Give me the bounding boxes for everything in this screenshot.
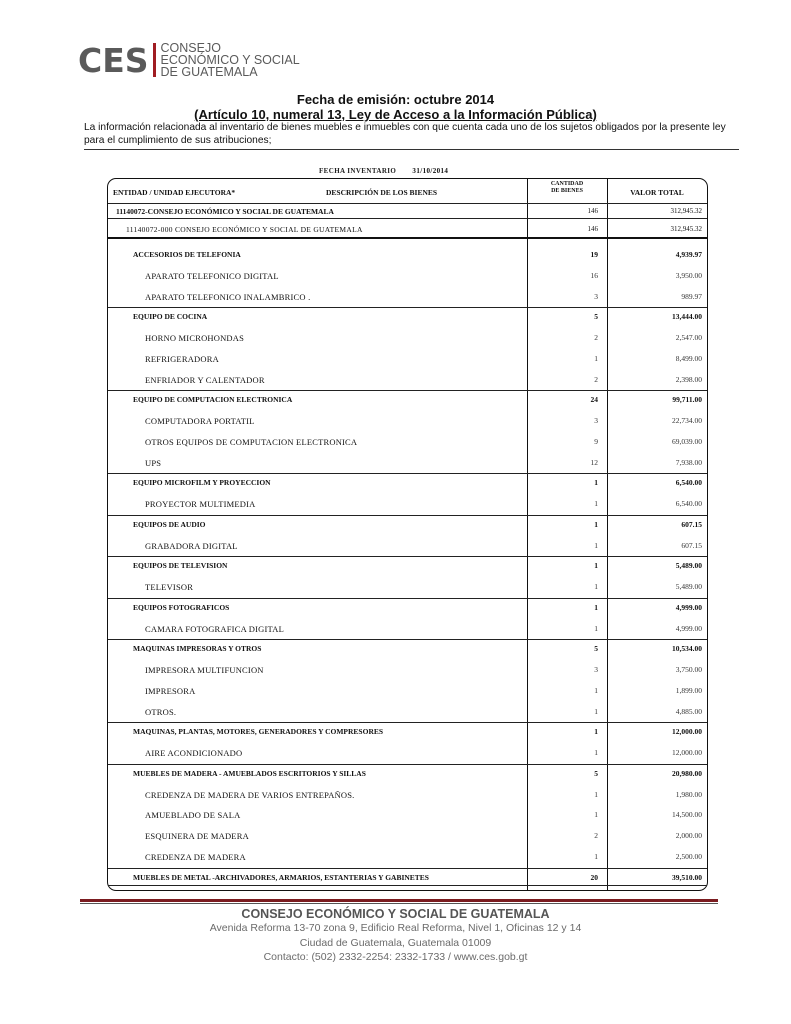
item-valor: 5,489.00 (675, 582, 702, 591)
category-cant: 1 (594, 727, 598, 737)
inventory-date-label: FECHA INVENTARIO (319, 167, 397, 175)
item-row (108, 748, 707, 762)
category-valor: 99,711.00 (672, 395, 702, 405)
item-cant: 1 (594, 499, 598, 508)
logo-line-1: CONSEJO (160, 41, 221, 55)
column-divider-cantidad (527, 178, 528, 891)
inventory-date-value: 31/10/2014 (412, 167, 449, 175)
item-valor: 14,500.00 (672, 810, 702, 820)
item-row (108, 624, 707, 638)
footer-contact: Contacto: (502) 2332-2254: 2332-1733 / www.ces.gob.gt (263, 951, 528, 963)
logo-mark: CES (78, 40, 149, 80)
category-row (108, 603, 707, 617)
entity-rule (108, 218, 707, 219)
item-cant: 1 (594, 353, 598, 363)
logo-line-2: ECONÓMICO Y SOCIAL (160, 53, 300, 67)
unit-cantidad: 146 (587, 225, 598, 233)
item-cant: 9 (594, 436, 598, 446)
item-desc: OTROS. (145, 706, 177, 717)
item-valor: 22,734.00 (672, 416, 702, 425)
item-desc: IMPRESORA MULTIFUNCION (145, 665, 264, 675)
category-desc: MUEBLES DE MADERA - AMUEBLADOS ESCRITORIOS Y SILLAS (133, 768, 366, 778)
column-header-cantidad-line-1: CANTIDAD (550, 181, 584, 187)
item-valor: 989.97 (681, 291, 702, 301)
category-valor: 12,000.00 (672, 727, 702, 737)
column-header-entidad: ENTIDAD / UNIDAD EJECUTORA* (113, 188, 236, 197)
footer-address: Avenida Reforma 13-70 zona 9, Edificio Real Reforma, Nivel 1, Oficinas 12 y 14 (209, 922, 582, 934)
item-cant: 2 (594, 831, 598, 840)
item-desc: PROYECTOR MULTIMEDIA (145, 499, 256, 509)
item-valor: 4,999.00 (675, 623, 702, 633)
item-row (108, 665, 707, 679)
item-valor: 3,750.00 (675, 665, 702, 674)
category-valor: 4,939.97 (675, 250, 702, 259)
category-cant: 1 (594, 519, 598, 529)
unit-rule (108, 237, 707, 239)
category-cant: 5 (594, 768, 598, 778)
category-row (108, 769, 707, 783)
item-cant: 1 (594, 748, 598, 757)
category-valor: 607.15 (681, 519, 702, 529)
unit-valor: 312,945.32 (670, 225, 702, 233)
item-valor: 7,938.00 (675, 457, 702, 467)
item-cant: 1 (594, 706, 598, 716)
category-rule (108, 764, 707, 765)
item-row (108, 292, 707, 306)
item-row (108, 810, 707, 824)
item-row (108, 333, 707, 347)
item-desc: APARATO TELEFONICO INALAMBRICO . (145, 291, 311, 302)
item-desc: UPS (145, 457, 162, 468)
item-row (108, 852, 707, 866)
item-valor: 69,039.00 (672, 436, 702, 446)
item-cant: 1 (594, 810, 598, 820)
category-row (108, 312, 707, 326)
entity-valor: 312,945.32 (670, 207, 702, 215)
item-desc: IMPRESORA (145, 685, 196, 696)
item-valor: 1,899.00 (675, 685, 702, 695)
category-row (108, 561, 707, 575)
category-valor: 39,510.00 (672, 872, 702, 882)
item-desc: ESQUINERA DE MADERA (145, 831, 249, 841)
column-header-cantidad-line-2: DE BIENES (551, 188, 583, 194)
category-desc: EQUIPO DE COCINA (133, 312, 208, 322)
item-desc: OTROS EQUIPOS DE COMPUTACION ELECTRONICA (145, 436, 358, 447)
inventory-date (319, 167, 448, 175)
category-row (108, 395, 707, 409)
footer-title: CONSEJO ECONÓMICO Y SOCIAL DE GUATEMALA (241, 907, 550, 921)
category-desc: EQUIPOS FOTOGRAFICOS (133, 602, 230, 612)
table-bottom-rule (108, 885, 707, 886)
category-cant: 1 (594, 602, 598, 612)
category-valor: 20,980.00 (672, 768, 702, 778)
item-valor: 4,885.00 (675, 706, 702, 716)
item-row (108, 541, 707, 555)
item-row (108, 499, 707, 513)
footer-rule-red (80, 899, 718, 902)
legal-reference-heading: (Artículo 10, numeral 13, Ley de Acceso a la Información Pública) (194, 107, 597, 122)
category-row (108, 250, 707, 264)
item-desc: AIRE ACONDICIONADO (145, 748, 243, 758)
item-cant: 16 (590, 270, 598, 280)
category-desc: MAQUINAS IMPRESORAS Y OTROS (133, 644, 262, 654)
column-header-cantidad (528, 181, 606, 195)
item-row (108, 707, 707, 721)
category-cant: 24 (590, 395, 598, 405)
item-cant: 2 (594, 333, 598, 342)
category-desc: EQUIPOS DE AUDIO (133, 519, 206, 529)
item-valor: 3,950.00 (675, 270, 702, 280)
category-cant: 5 (594, 312, 598, 322)
item-cant: 3 (594, 291, 598, 301)
category-rule (108, 639, 707, 640)
intro-divider (84, 149, 739, 150)
category-rule (108, 390, 707, 391)
item-valor: 2,398.00 (675, 374, 702, 384)
category-desc: EQUIPO MICROFILM Y PROYECCION (133, 478, 271, 488)
category-rule (108, 473, 707, 474)
item-desc: CREDENZA DE MADERA DE VARIOS ENTREPAÑOS. (145, 789, 355, 800)
category-valor: 10,534.00 (672, 644, 702, 654)
item-desc: CREDENZA DE MADERA (145, 851, 246, 862)
item-cant: 12 (590, 457, 598, 467)
ces-logo (78, 42, 300, 78)
category-desc: MUEBLES DE METAL -ARCHIVADORES, ARMARIOS, ESTANTERIAS Y GABINETES (133, 872, 429, 882)
category-valor: 5,489.00 (675, 561, 702, 571)
item-cant: 2 (594, 374, 598, 384)
item-row (108, 437, 707, 451)
column-header-valor: VALOR TOTAL (630, 188, 684, 197)
item-desc: COMPUTADORA PORTATIL (145, 416, 255, 426)
item-cant: 3 (594, 665, 598, 674)
item-cant: 1 (594, 540, 598, 550)
intro-paragraph: La información relacionada al inventario de bienes muebles e inmuebles con que cuenta cada uno de los sujetos obligados por la presente ley para el cumplimiento de sus atribuciones; (84, 122, 726, 146)
category-rule (108, 598, 707, 599)
emission-date-heading: Fecha de emisión: octubre 2014 (296, 92, 495, 107)
category-valor: 4,999.00 (675, 602, 702, 612)
item-valor: 12,000.00 (672, 748, 702, 757)
item-row (108, 582, 707, 596)
unit-name: 11140072-000 CONSEJO ECONÓMICO Y SOCIAL DE GUATEMALA (126, 225, 363, 234)
category-cant: 19 (590, 250, 598, 259)
category-rule (108, 556, 707, 557)
item-cant: 1 (594, 685, 598, 695)
category-rule (108, 722, 707, 723)
footer-rule-grey (80, 903, 718, 904)
item-desc: HORNO MICROHONDAS (145, 333, 245, 343)
item-valor: 6,540.00 (675, 499, 702, 508)
category-rule (108, 515, 707, 516)
item-desc: GRABADORA DIGITAL (145, 540, 238, 551)
category-row (108, 644, 707, 658)
item-valor: 2,000.00 (675, 831, 702, 840)
logo-divider (153, 43, 156, 77)
category-desc: EQUIPOS DE TELEVISION (133, 561, 228, 571)
item-desc: CAMARA FOTOGRAFICA DIGITAL (145, 623, 284, 634)
item-row (108, 271, 707, 285)
item-valor: 2,500.00 (675, 851, 702, 861)
item-row (108, 790, 707, 804)
category-cant: 1 (594, 478, 598, 488)
item-row (108, 354, 707, 368)
item-cant: 1 (594, 623, 598, 633)
item-desc: REFRIGERADORA (145, 353, 219, 364)
item-cant: 1 (594, 582, 598, 591)
item-desc: ENFRIADOR Y CALENTADOR (145, 374, 265, 385)
item-row (108, 375, 707, 389)
category-valor: 13,444.00 (672, 312, 702, 322)
category-row (108, 520, 707, 534)
item-cant: 3 (594, 416, 598, 425)
item-desc: AMUEBLADO DE SALA (145, 810, 241, 821)
category-valor: 6,540.00 (675, 478, 702, 488)
category-row (108, 727, 707, 741)
footer-city: Ciudad de Guatemala, Guatemala 01009 (299, 937, 492, 949)
column-header-descripcion: DESCRIPCIÓN DE LOS BIENES (326, 188, 438, 197)
logo-text (161, 42, 300, 78)
item-row (108, 458, 707, 472)
entity-cantidad: 146 (587, 207, 598, 215)
item-valor: 8,499.00 (675, 353, 702, 363)
category-cant: 1 (594, 561, 598, 571)
item-row (108, 416, 707, 430)
category-row (108, 478, 707, 492)
category-cant: 5 (594, 644, 598, 654)
item-row (108, 686, 707, 700)
item-desc: APARATO TELEFONICO DIGITAL (145, 270, 279, 281)
category-desc: EQUIPO DE COMPUTACION ELECTRONICA (133, 395, 293, 405)
item-valor: 1,980.00 (675, 789, 702, 799)
category-cant: 20 (590, 872, 598, 882)
item-valor: 2,547.00 (675, 333, 702, 342)
category-rule (108, 307, 707, 308)
item-row (108, 831, 707, 845)
category-rule (108, 868, 707, 869)
entity-name: 11140072-CONSEJO ECONÓMICO Y SOCIAL DE GUATEMALA (116, 207, 334, 216)
item-valor: 607.15 (681, 540, 702, 550)
item-cant: 1 (594, 851, 598, 861)
logo-line-3: DE GUATEMALA (160, 65, 258, 79)
header-rule (108, 203, 707, 204)
column-divider-valor (607, 178, 608, 891)
inventory-table (107, 178, 708, 891)
category-desc: ACCESORIOS DE TELEFONIA (133, 250, 241, 259)
item-cant: 1 (594, 789, 598, 799)
item-desc: TELEVISOR (145, 582, 194, 592)
category-desc: MAQUINAS, PLANTAS, MOTORES, GENERADORES Y COMPRESORES (133, 727, 384, 737)
